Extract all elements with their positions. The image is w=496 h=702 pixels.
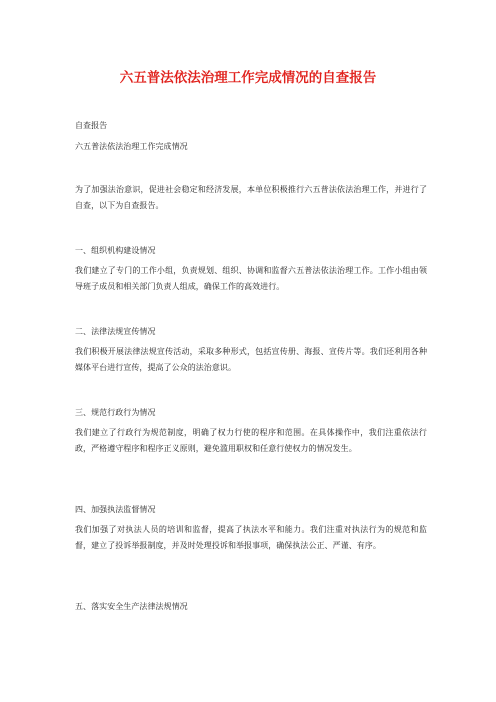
section-heading-4: 四、加强执法监督情况: [75, 505, 156, 514]
intro-label: 自查报告: [75, 121, 108, 130]
intro-subtitle: 六五普法依法治理工作完成情况: [75, 142, 188, 151]
intro-paragraph: 为了加强法治意识，促进社会稳定和经济发展，本单位积极推行六五普法依法治理工作，并进行了自查，以下为自查报告。: [75, 185, 427, 210]
section-heading-2: 二、法律法规宣传情况: [75, 327, 156, 336]
section-heading-1: 一、组织机构建设情况: [75, 246, 156, 255]
section-body-4: 我们加强了对执法人员的培训和监督，提高了执法水平和能力。我们注重对执法行为的规范和监督，建立了投诉举报制度，并及时处理投诉和举报事项，确保执法公正、严谨、有序。: [75, 525, 427, 550]
section-body-2: 我们积极开展法律法规宣传活动，采取多种形式，包括宣传册、海报、宣传片等。我们还利用各种媒体平台进行宣传，提高了公众的法治意识。: [75, 347, 427, 372]
section-body-3: 我们建立了行政行为规范制度，明确了权力行使的程序和范围。在具体操作中，我们注重依法行政，严格遵守程序和程序正义原则，避免滥用职权和任意行使权力的情况发生。: [75, 428, 427, 453]
document-title: 六五普法依法治理工作完成情况的自查报告: [119, 70, 377, 86]
section-body-1: 我们建立了专门的工作小组，负责规划、组织、协调和监督六五普法依法治理工作。工作小组由领导班子成员和相关部门负责人组成，确保工作的高效进行。: [75, 266, 427, 291]
section-heading-3: 三、规范行政行为情况: [75, 408, 156, 417]
section-heading-5: 五、落实安全生产法律法规情况: [75, 602, 188, 611]
